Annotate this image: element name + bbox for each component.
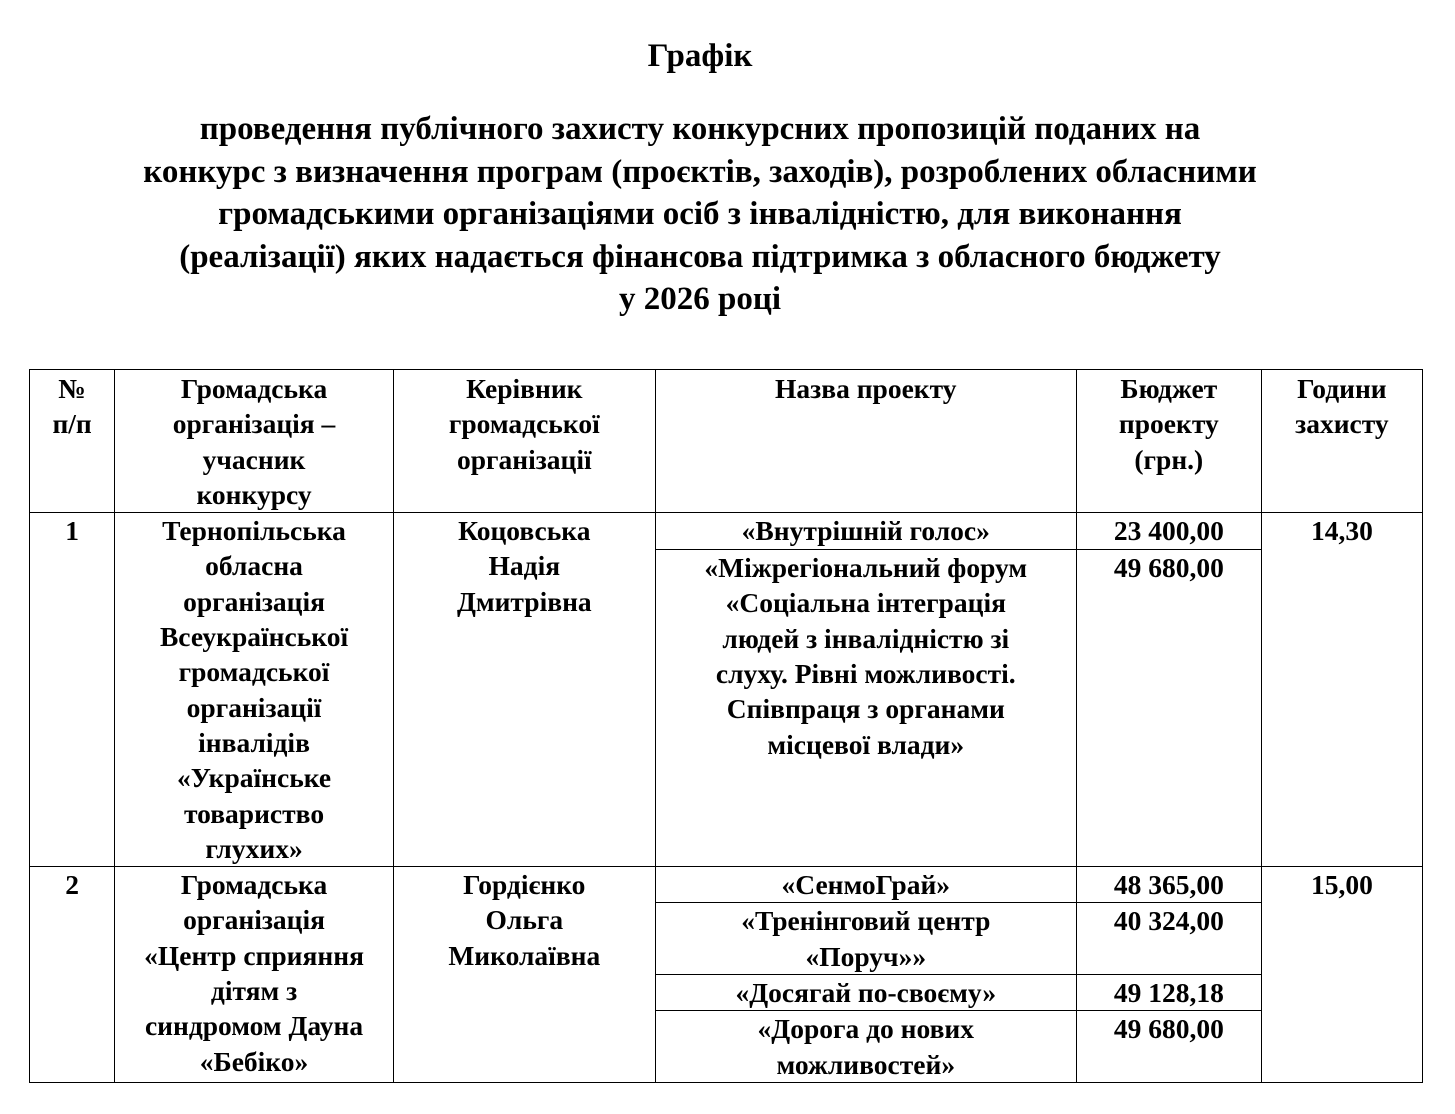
document-title: Графік <box>647 38 753 74</box>
row-head: Гордієнко Ольга Миколаївна <box>393 867 655 1083</box>
subtitle-line: громадськими організаціями осіб з інвалідністю, для виконання <box>218 196 1182 232</box>
project-budget: 49 128,18 <box>1076 975 1261 1011</box>
header-head: Керівник громадської організації <box>393 370 655 513</box>
row-num: 2 <box>30 867 115 1083</box>
row-hours: 14,30 <box>1261 513 1422 867</box>
project-budget: 40 324,00 <box>1076 903 1261 975</box>
project-name: «Дорога до нових можливостей» <box>655 1011 1076 1083</box>
table-header-row <box>30 370 1423 513</box>
row-hours: 15,00 <box>1261 867 1422 1083</box>
header-hours: Години захисту <box>1261 370 1422 513</box>
subtitle-line: у 2026 році <box>618 281 782 317</box>
project-name: «СенмоГрай» <box>655 867 1076 903</box>
project-name: «Тренінговий центр «Поруч»» <box>655 903 1076 975</box>
project-budget: 48 365,00 <box>1076 867 1261 903</box>
row-organization: Тернопільська обласна організація Всеукраїнської громадської організації інвалідів «Українське товариство глухих» <box>115 513 394 867</box>
header-project: Назва проекту <box>655 370 1076 513</box>
project-name: «Внутрішній голос» <box>655 513 1076 550</box>
project-name: «Досягай по-своєму» <box>655 975 1076 1011</box>
row-num: 1 <box>30 513 115 867</box>
row-head: Коцовська Надія Дмитрівна <box>393 513 655 867</box>
project-name: «Міжрегіональний форум «Соціальна інтеграція людей з інвалідністю зі слуху. Рівні можливості. Співпраця з органами місцевої влади» <box>655 550 1076 867</box>
project-budget: 49 680,00 <box>1076 1011 1261 1083</box>
row-organization: Громадська організація «Центр сприяння дітям з синдромом Дауна «Бебіко» <box>115 867 394 1083</box>
project-budget: 49 680,00 <box>1076 550 1261 867</box>
header-budget: Бюджет проекту (грн.) <box>1076 370 1261 513</box>
document-subtitle <box>0 108 1400 321</box>
table-row <box>30 513 1423 550</box>
subtitle-line: проведення публічного захисту конкурсних пропозицій поданих на <box>199 111 1201 147</box>
project-budget: 23 400,00 <box>1076 513 1261 550</box>
subtitle-line: конкурс з визначення програм (проєктів, заходів), розроблених обласними <box>143 153 1257 190</box>
header-num: № п/п <box>30 370 115 513</box>
subtitle-line: (реалізації) яких надається фінансова підтримка з обласного бюджету <box>179 238 1221 275</box>
schedule-table <box>29 369 1423 1083</box>
table-row <box>30 867 1423 903</box>
header-organization: Громадська організація – учасник конкурсу <box>115 370 394 513</box>
